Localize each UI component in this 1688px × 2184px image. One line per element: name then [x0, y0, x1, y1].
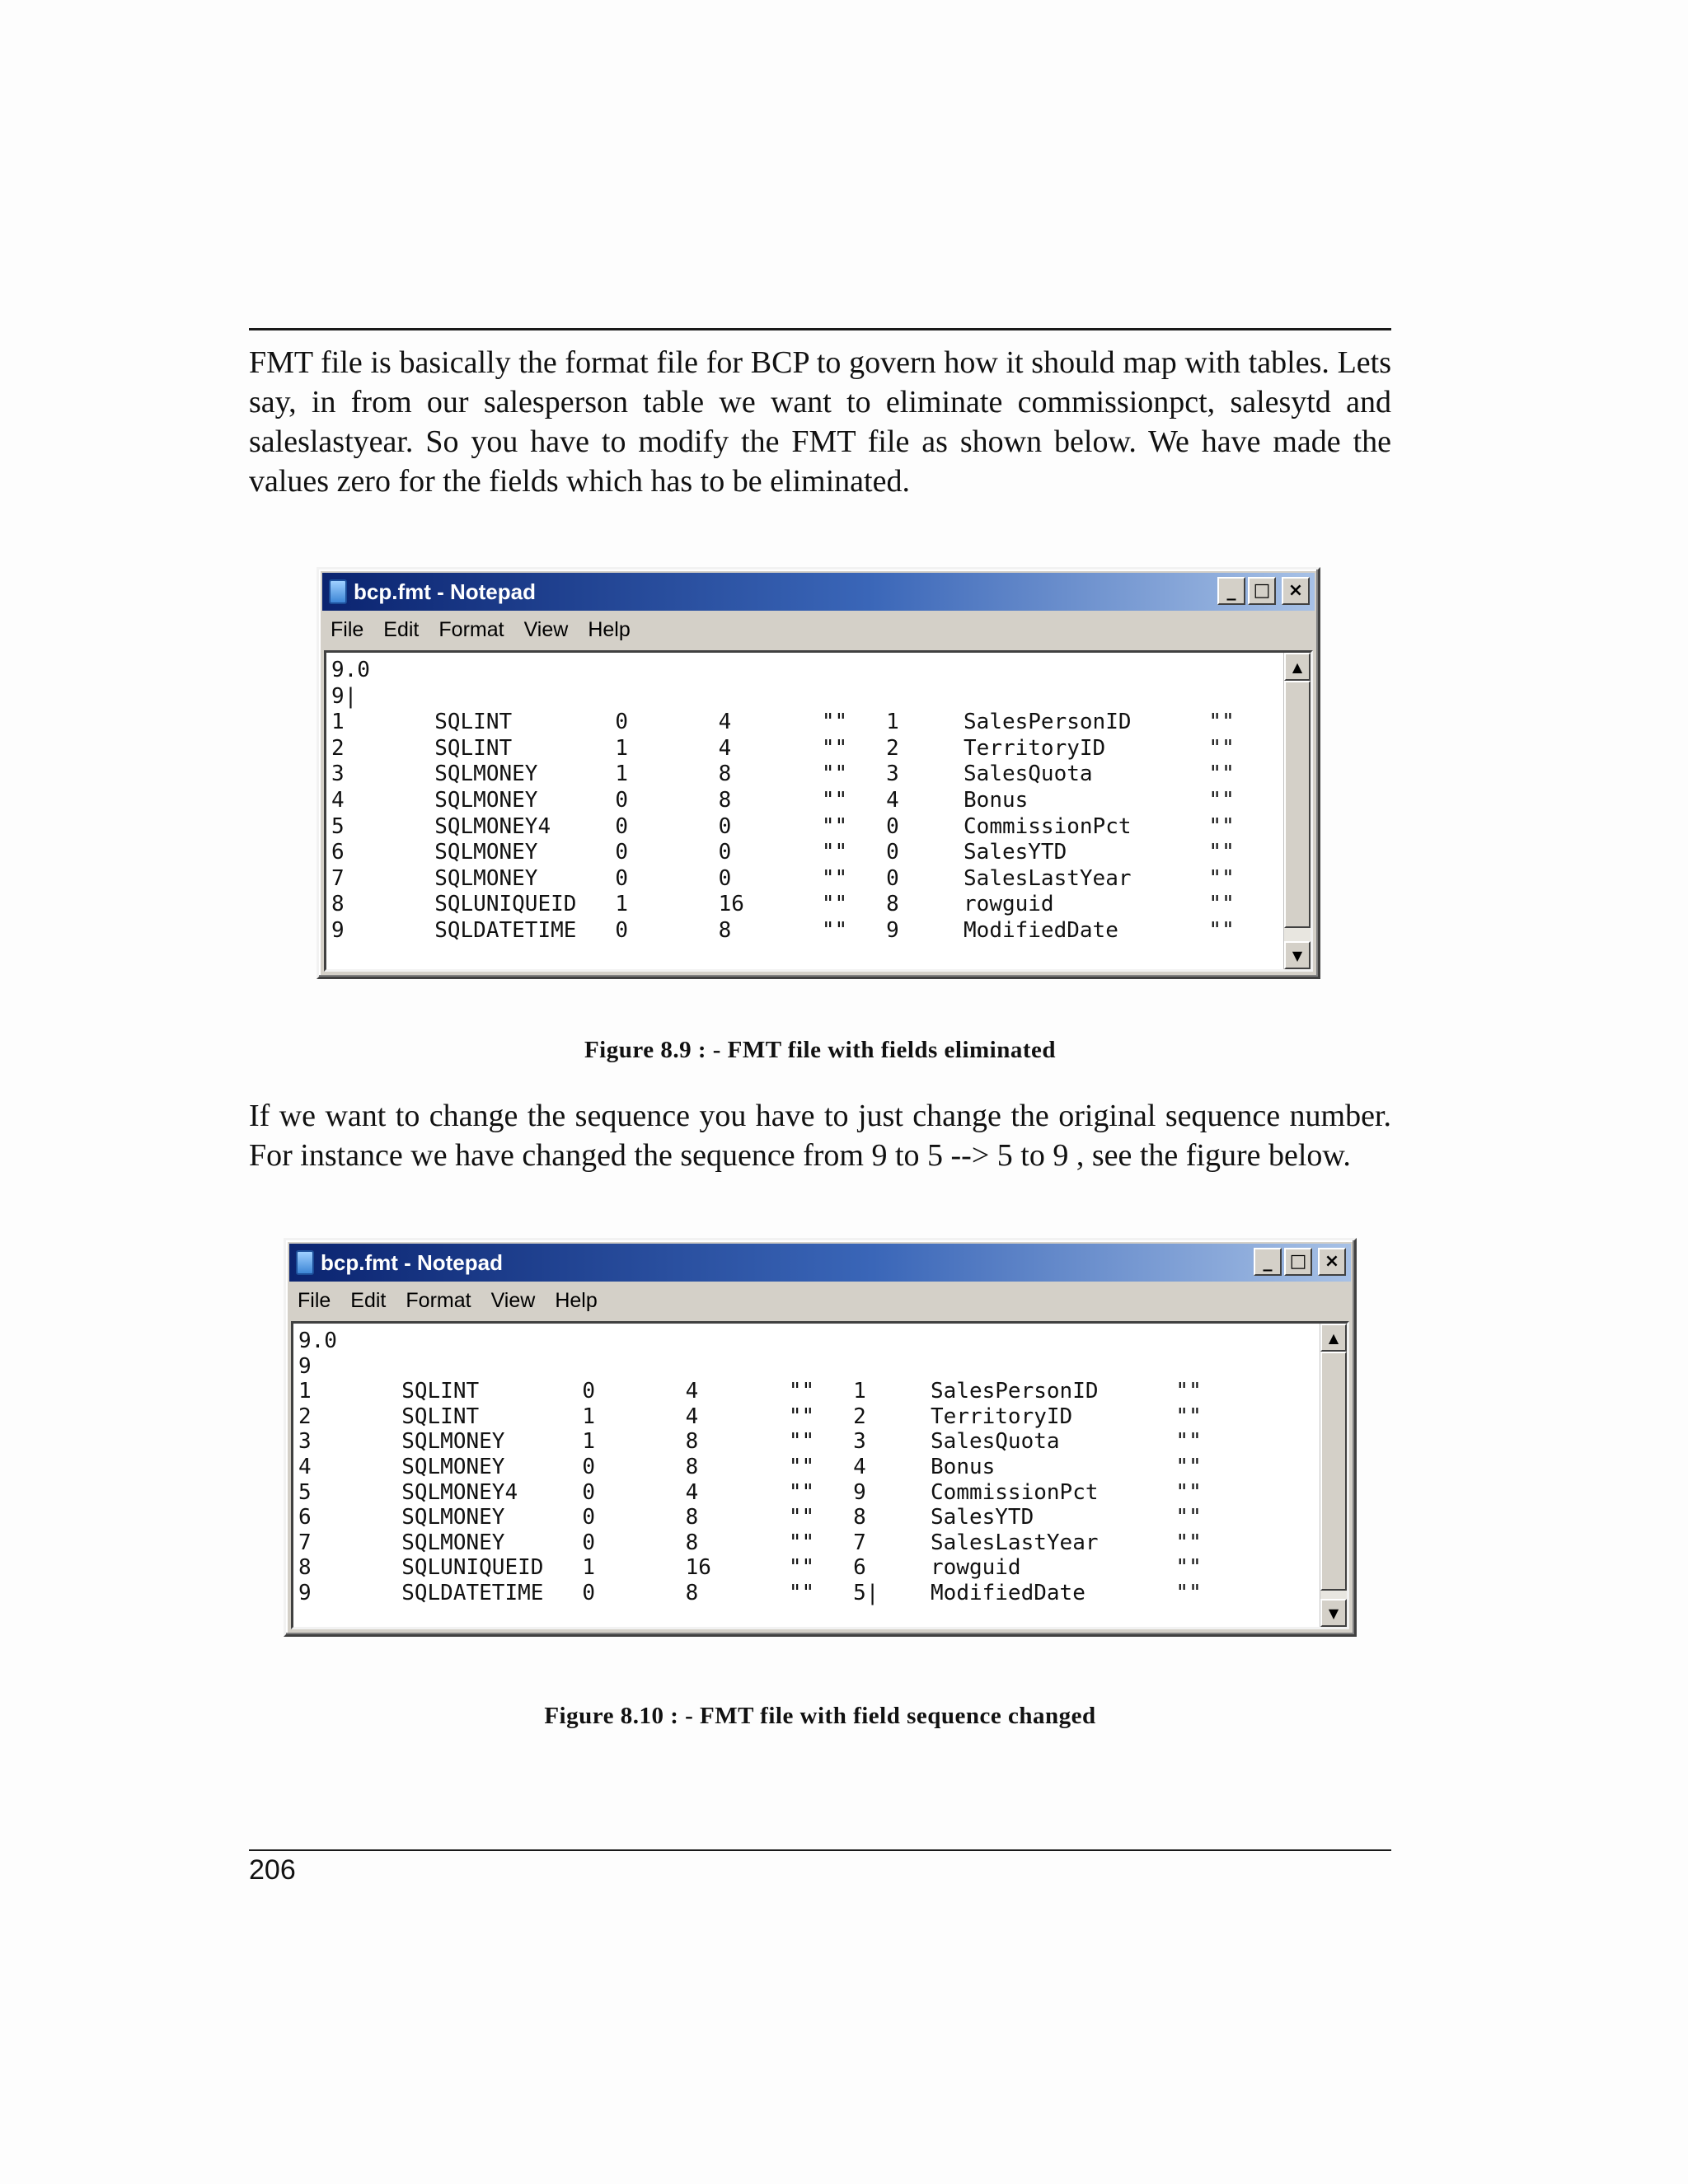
- menu-bar: [289, 1283, 1351, 1318]
- minimize-button[interactable]: _: [1254, 1248, 1282, 1276]
- text-editor[interactable]: [291, 1321, 1349, 1629]
- title-bar[interactable]: [289, 1244, 1351, 1282]
- window-title: bcp.fmt - Notepad: [321, 1249, 503, 1275]
- menu-view[interactable]: View: [490, 1288, 536, 1312]
- window-title: bcp.fmt - Notepad: [354, 579, 536, 604]
- figure-caption-2: Figure 8.10 : - FMT file with field sequence changed: [544, 1703, 1096, 1729]
- scroll-down-arrow-icon[interactable]: ▼: [1320, 1599, 1347, 1627]
- menu-file[interactable]: File: [298, 1288, 331, 1312]
- file-content[interactable]: 9.0 9 1 SQLINT 0 4 "" 1 SalesPersonID "" 2 SQLINT 1 4 "" 2 TerritoryID "" 3 SQLMONEY 1 8 "" 3 SalesQuota "" 4 SQLMONEY 0 8 "" 4 Bonus "" 5 SQLMONEY4 0 4 "" 9 CommissionPct "" 6 SQLMONEY 0 8 "" 8 SalesYTD "" 7 SQLMONEY 0 8 "" 7 SalesLastYear "" 8 SQLUNIQUEID 1 16 "" 6 rowguid "" 9 SQLDATETIME 0 8 "" 5| ModifiedDate "": [298, 1329, 1202, 1605]
- scroll-up-arrow-icon[interactable]: ▲: [1284, 653, 1311, 681]
- maximize-button[interactable]: □: [1248, 577, 1276, 605]
- notepad-window-fig2: [284, 1238, 1357, 1637]
- scroll-up-arrow-icon[interactable]: ▲: [1320, 1324, 1347, 1352]
- footer-rule: [249, 1849, 1391, 1851]
- menu-help[interactable]: Help: [555, 1288, 598, 1312]
- menu-format[interactable]: Format: [438, 617, 504, 641]
- menu-format[interactable]: Format: [406, 1288, 471, 1312]
- sequence-paragraph: If we want to change the sequence you have to just change the original sequence number. For instance we have changed the sequence from 9 to 5 --> 5 to 9 , see the figure below.: [249, 1099, 1391, 1173]
- title-bar[interactable]: [322, 573, 1315, 611]
- maximize-button[interactable]: □: [1284, 1248, 1312, 1276]
- file-content[interactable]: 9.0 9| 1 SQLINT 0 4 "" 1 SalesPersonID "" 2 SQLINT 1 4 "" 2 TerritoryID "" 3 SQLMONEY 1 8 "" 3 SalesQuota "" 4 SQLMONEY 0 8 "" 4 Bonus "" 5 SQLMONEY4 0 0 "" 0 CommissionPct "" 6 SQLMONEY 0 0 "" 0 SalesYTD "" 7 SQLMONEY 0 0 "" 0 SalesLastYear "" 8 SQLUNIQUEID 1 16 "" 8 rowguid "" 9 SQLDATETIME 0 8 "" 9 ModifiedDate "": [331, 658, 1235, 943]
- notepad-icon: [296, 1250, 314, 1275]
- minimize-button[interactable]: _: [1217, 577, 1245, 605]
- close-button[interactable]: ×: [1282, 577, 1310, 605]
- scroll-thumb[interactable]: [1284, 681, 1311, 928]
- scroll-thumb[interactable]: [1320, 1352, 1347, 1591]
- vertical-scrollbar[interactable]: [1283, 653, 1311, 969]
- notepad-window-fig1: [316, 567, 1320, 979]
- menu-help[interactable]: Help: [588, 617, 631, 641]
- close-button[interactable]: ×: [1318, 1248, 1346, 1276]
- figure-caption-1: Figure 8.9 : - FMT file with fields eliminated: [584, 1037, 1057, 1063]
- notepad-icon: [329, 579, 347, 604]
- text-editor[interactable]: [324, 650, 1313, 972]
- vertical-scrollbar[interactable]: [1320, 1324, 1347, 1627]
- menu-view[interactable]: View: [523, 617, 569, 641]
- header-rule: [249, 328, 1391, 330]
- menu-file[interactable]: File: [331, 617, 364, 641]
- page-number: 206: [249, 1854, 296, 1886]
- menu-edit[interactable]: Edit: [350, 1288, 387, 1312]
- menu-edit[interactable]: Edit: [383, 617, 420, 641]
- scroll-down-arrow-icon[interactable]: ▼: [1284, 941, 1311, 969]
- intro-paragraph: FMT file is basically the format file for BCP to govern how it should map with tables. Lets say, in from our salesperson table we want to eliminate commissionpct, salesytd and saleslastyear. So you have to modify the FMT file as shown below. We have made the values zero for the fields which has to be eliminated.: [249, 345, 1391, 499]
- menu-bar: [322, 612, 1315, 647]
